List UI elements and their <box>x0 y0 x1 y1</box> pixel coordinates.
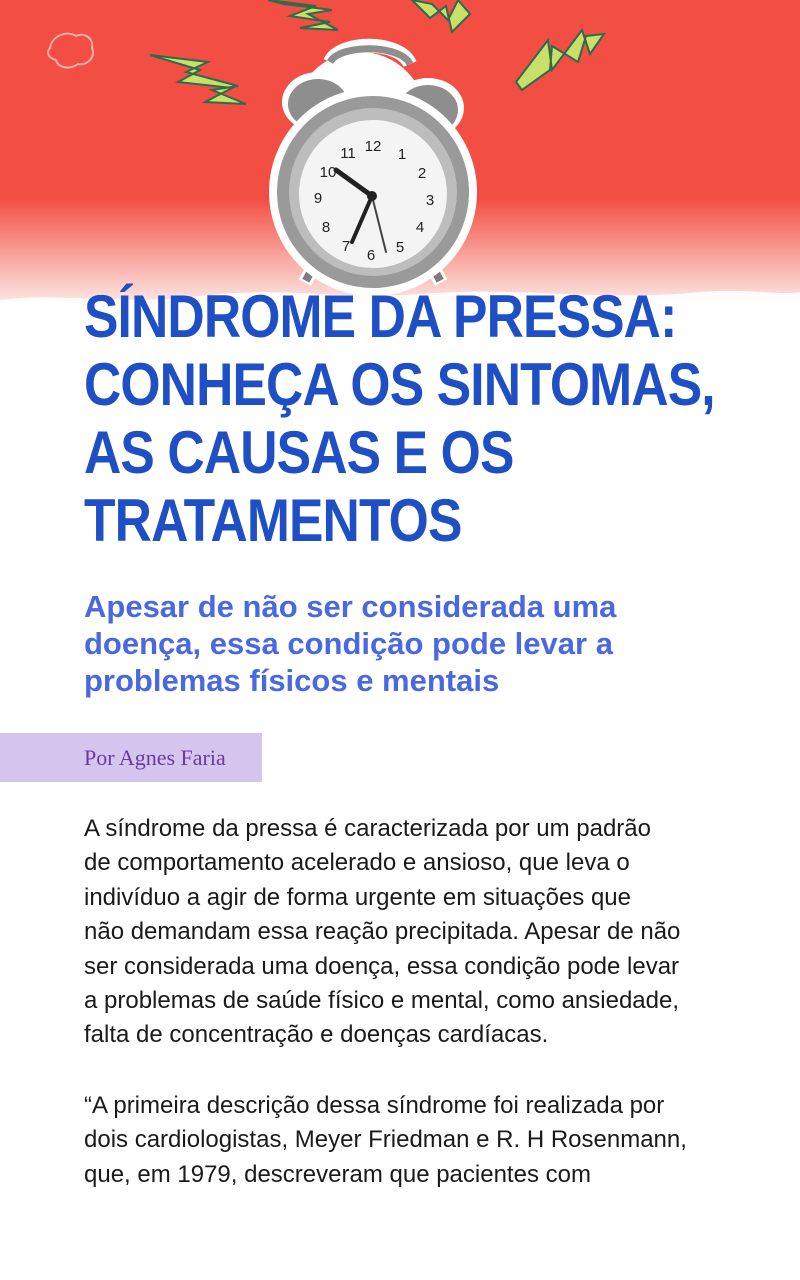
paragraph-line: a problemas de saúde físico e mental, como ansiedade, <box>84 987 680 1015</box>
paragraph-line: que, em 1979, descreveram que pacientes com <box>84 1160 591 1188</box>
subtitle-line: Apesar de não ser considerada uma <box>84 589 617 624</box>
subtitle-line: doença, essa condição pode levar a <box>84 626 613 661</box>
paragraph-line: “A primeira descrição dessa síndrome foi realizada por <box>84 1092 665 1119</box>
paragraph-line: não demandam essa reação precipitada. Apesar de não <box>84 918 681 946</box>
clock-number-12: 12 <box>364 138 382 155</box>
article-subtitle <box>84 588 784 699</box>
alarm-clock-icon <box>269 46 477 296</box>
clock-number-11: 11 <box>340 145 356 162</box>
article-paragraph-1 <box>84 812 717 1053</box>
hero-banner <box>0 0 800 320</box>
paragraph-line: ser considerada uma doença, essa condição pode levar <box>84 952 680 980</box>
clock-number-6: 6 <box>366 247 376 264</box>
hero-illustration <box>0 0 800 320</box>
paragraph-line: indivíduo a agir de forma urgente em situações que <box>84 883 631 911</box>
article-paragraph-2 <box>84 1089 717 1192</box>
paragraph-line: dois cardiologistas, Meyer Friedman e R. H Rosenmann, <box>84 1126 687 1154</box>
clock-number-1: 1 <box>397 146 407 163</box>
subtitle-line: problemas físicos e mentais <box>84 663 500 698</box>
clock-number-7: 7 <box>341 238 351 255</box>
clock-number-5: 5 <box>395 239 405 256</box>
article-title <box>84 283 772 555</box>
clock-number-2: 2 <box>417 165 427 182</box>
clock-number-4: 4 <box>415 219 425 236</box>
clock-number-8: 8 <box>321 219 331 236</box>
brain-doodle-icon <box>48 34 93 68</box>
clock-number-10: 10 <box>319 164 337 181</box>
clock-number-3: 3 <box>425 192 435 209</box>
paragraph-line: A síndrome da pressa é caracterizada por um padrão <box>84 815 651 842</box>
title-line: TRATAMENTOS <box>84 487 462 554</box>
title-line: CONHEÇA OS SINTOMAS, <box>84 351 715 418</box>
title-line: AS CAUSAS E OS <box>84 419 514 486</box>
title-line: SÍNDROME DA PRESSA: <box>84 283 677 350</box>
paragraph-line: de comportamento acelerado e ansioso, que leva o <box>84 849 630 877</box>
author-byline: Por Agnes Faria <box>84 745 226 770</box>
clock-number-9: 9 <box>313 190 323 207</box>
paragraph-line: falta de concentração e doenças cardíacas. <box>84 1021 549 1049</box>
